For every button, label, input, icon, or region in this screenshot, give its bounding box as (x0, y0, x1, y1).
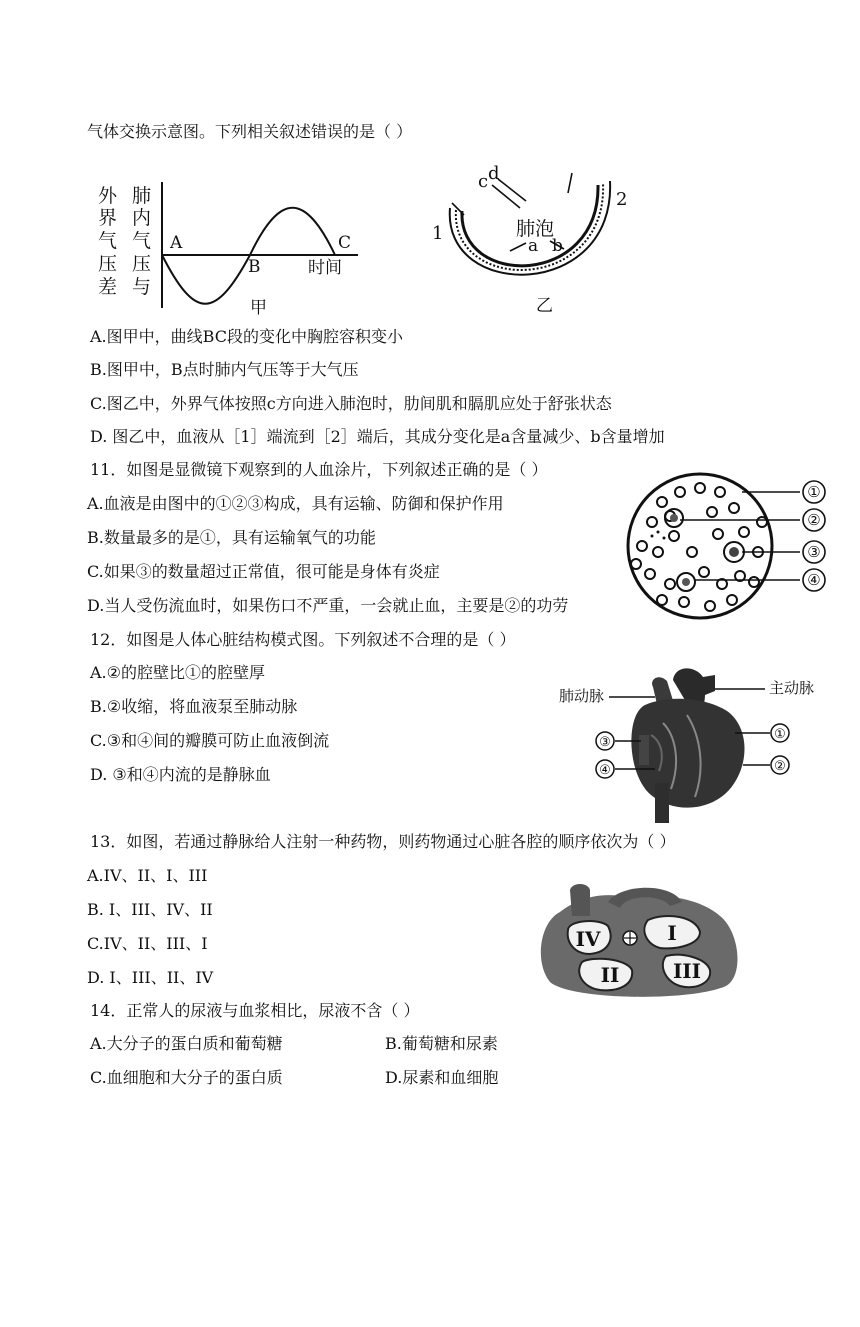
figure-caption: 乙 (536, 296, 553, 316)
figure-caption: 甲 (250, 298, 267, 318)
label-c: c (478, 171, 489, 192)
q13-option-b: B. I、III、IV、II (87, 900, 213, 919)
q14-option-a: A.大分子的蛋白质和葡萄糖 (90, 1034, 283, 1053)
heart-outline (541, 895, 738, 997)
vessel (639, 735, 649, 765)
ylabel-char: 与 (132, 276, 152, 298)
arrow-c (492, 185, 520, 208)
q12-option-c: C.③和④间的瓣膜可防止血液倒流 (90, 731, 330, 750)
ylabel-char: 差 (98, 276, 118, 298)
ylabel-char: 气 (98, 230, 118, 252)
label-3: ③ (807, 543, 821, 561)
q12-stem: 12．如图是人体心脏结构模式图。下列叙述不合理的是（ ） (90, 630, 516, 649)
label-1: 1 (432, 223, 444, 244)
figure-blood-smear (622, 472, 837, 622)
label-4: ④ (807, 571, 821, 589)
q10-option-a: A.图甲中，曲线BC段的变化中胸腔容积变小 (90, 327, 403, 346)
q12-option-a: A.②的腔壁比①的腔壁厚 (90, 663, 265, 682)
label-2: ② (774, 759, 786, 774)
label-b: b (552, 236, 563, 256)
ylabel-char: 肺 (132, 185, 152, 207)
q11-option-d: D.当人受伤流血时，如果伤口不严重，一会就止血，主要是②的功劳 (87, 596, 569, 615)
q11-option-a: A.血液是由图中的①②③构成，具有运输、防御和保护作用 (87, 494, 504, 513)
q10-option-b: B.图甲中，B点时肺内气压等于大气压 (90, 360, 359, 379)
label-2: 2 (616, 189, 628, 210)
q11-option-b: B.数量最多的是①，具有运输氧气的功能 (87, 528, 376, 547)
q14-option-c: C.血细胞和大分子的蛋白质 (90, 1068, 283, 1087)
label-aorta: 主动脉 (769, 679, 815, 697)
label-3: ③ (599, 735, 611, 750)
ylabel-char: 压 (98, 253, 118, 275)
ylabel-char: 外 (98, 185, 118, 207)
q11-option-c: C.如果③的数量超过正常值，很可能是身体有炎症 (87, 562, 440, 581)
label-a: a (528, 236, 539, 256)
vessel-top (570, 884, 590, 916)
q13-option-a: A.IV、II、I、III (87, 866, 208, 885)
figure-jia-pressure-curve (90, 180, 370, 320)
q10-option-c: C.图乙中，外界气体按照c方向进入肺泡时，肋间肌和膈肌应处于舒张状态 (90, 394, 612, 413)
point-c-label: C (338, 233, 352, 253)
q11-stem: 11．如图是显微镜下观察到的人血涂片，下列叙述正确的是（ ） (90, 460, 548, 479)
point-b-label: B (248, 257, 261, 277)
ylabel-char: 气 (132, 230, 152, 252)
label-pulmonary-artery: 肺动脉 (559, 687, 605, 705)
q10-stem: 气体交换示意图。下列相关叙述错误的是（ ） (87, 122, 413, 141)
q14-stem: 14．正常人的尿液与血浆相比，尿液不含（ ） (90, 1001, 420, 1020)
ylabel-char: 内 (132, 207, 152, 229)
label-d: d (488, 163, 500, 184)
q13-option-c: C.IV、II、III、I (87, 934, 208, 953)
microscope-field (628, 474, 772, 618)
label-i: I (667, 921, 677, 945)
figure-yi-alveolus (430, 163, 650, 318)
arrow-exit (568, 173, 572, 193)
label-ii: II (600, 963, 620, 987)
label-1: ① (774, 727, 786, 742)
vena-cava (655, 783, 669, 823)
label-2: ② (807, 511, 821, 529)
ylabel-char: 压 (132, 253, 152, 275)
q12-option-b: B.②收缩，将血液泵至肺动脉 (90, 697, 298, 716)
ylabel-char: 界 (98, 207, 118, 229)
arrow-entry (452, 203, 464, 215)
q13-option-d: D. I、III、II、IV (87, 968, 214, 987)
q12-option-d: D. ③和④内流的是静脉血 (90, 765, 271, 784)
arrow-d (498, 179, 526, 201)
label-alveolus: 肺泡 (516, 218, 555, 240)
figure-heart-section (530, 882, 745, 1002)
q14-option-b: B.葡萄糖和尿素 (385, 1034, 498, 1053)
x-axis-label: 时间 (308, 258, 342, 278)
label-1: ① (807, 483, 821, 501)
point-a-label: A (170, 233, 183, 253)
q14-option-d: D.尿素和血细胞 (385, 1068, 499, 1087)
label-iii: III (672, 959, 702, 983)
label-4: ④ (599, 763, 611, 778)
label-iv: IV (575, 927, 601, 951)
arrow-a (510, 243, 526, 251)
q10-option-d: D. 图乙中，血液从［1］端流到［2］端后，其成分变化是a含量减少、b含量增加 (90, 427, 665, 446)
q13-stem: 13．如图，若通过静脉给人注射一种药物，则药物通过心脏各腔的顺序依次为（ ） (90, 832, 676, 851)
figure-heart-exterior (555, 665, 830, 825)
